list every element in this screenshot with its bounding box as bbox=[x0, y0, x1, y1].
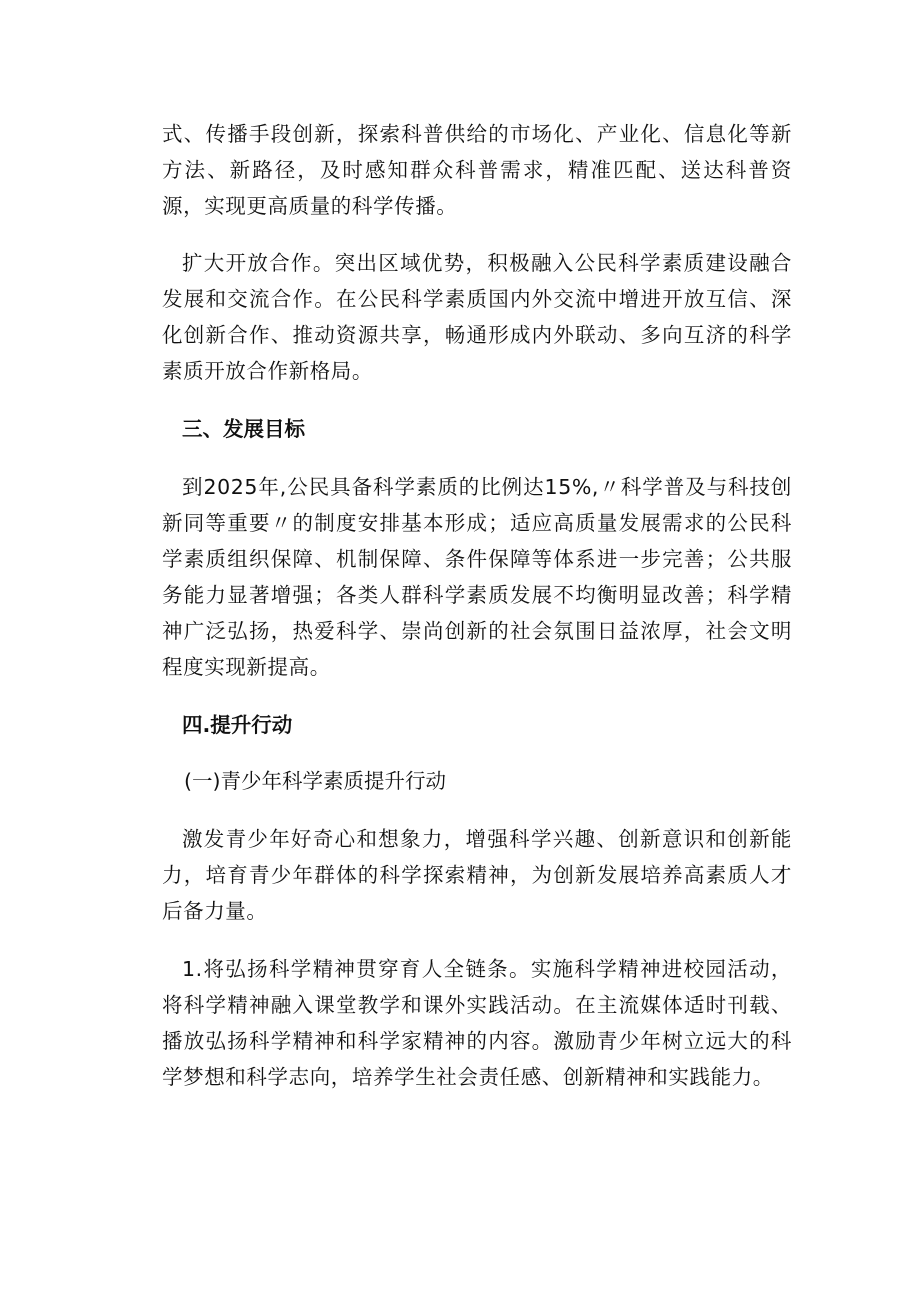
section-heading-goals: 三、发展目标 bbox=[182, 417, 305, 441]
paragraph-item-1: 1.将弘扬科学精神贯穿育人全链条。实施科学精神进校园活动，将科学精神融入课堂教学和课外实践活动。在主流媒体适时刊载、播放弘扬科学精神和科学家精神的内容。激励青少年树立远大的科学梦想和科学志向，培养学生社会责任感、创新精神和实践能力。 bbox=[162, 957, 792, 1089]
subsection-heading-youth: (一)青少年科学素质提升行动 bbox=[184, 769, 446, 793]
paragraph-goals: 到2025年,公民具备科学素质的比例达15%,〃科学普及与科技创新同等重要〃的制度安排基本形成；适应高质量发展需求的公民科学素质组织保障、机制保障、条件保障等体系进一步完善；公共服务能力显著增强；各类人群科学素质发展不均衡明显改善；科学精神广泛弘扬，热爱科学、崇尚创新的社会氛围日益浓厚，社会文明程度实现新提高。 bbox=[162, 475, 792, 679]
document-body bbox=[162, 116, 792, 1095]
paragraph-open-cooperation: 扩大开放合作。突出区域优势，积极融入公民科学素质建设融合发展和交流合作。在公民科学素质国内外交流中增进开放互信、深化创新合作、推动资源共享，畅通形成内外联动、多向互济的科学素质开放合作新格局。 bbox=[162, 251, 792, 383]
section-heading-actions: 四.提升行动 bbox=[182, 713, 293, 737]
paragraph-youth-intro: 激发青少年好奇心和想象力，增强科学兴趣、创新意识和创新能力，培育青少年群体的科学探索精神，为创新发展培养高素质人才后备力量。 bbox=[162, 827, 792, 923]
paragraph-continuation: 式、传播手段创新，探索科普供给的市场化、产业化、信息化等新方法、新路径，及时感知群众科普需求，精准匹配、送达科普资源，实现更高质量的科学传播。 bbox=[162, 122, 792, 218]
